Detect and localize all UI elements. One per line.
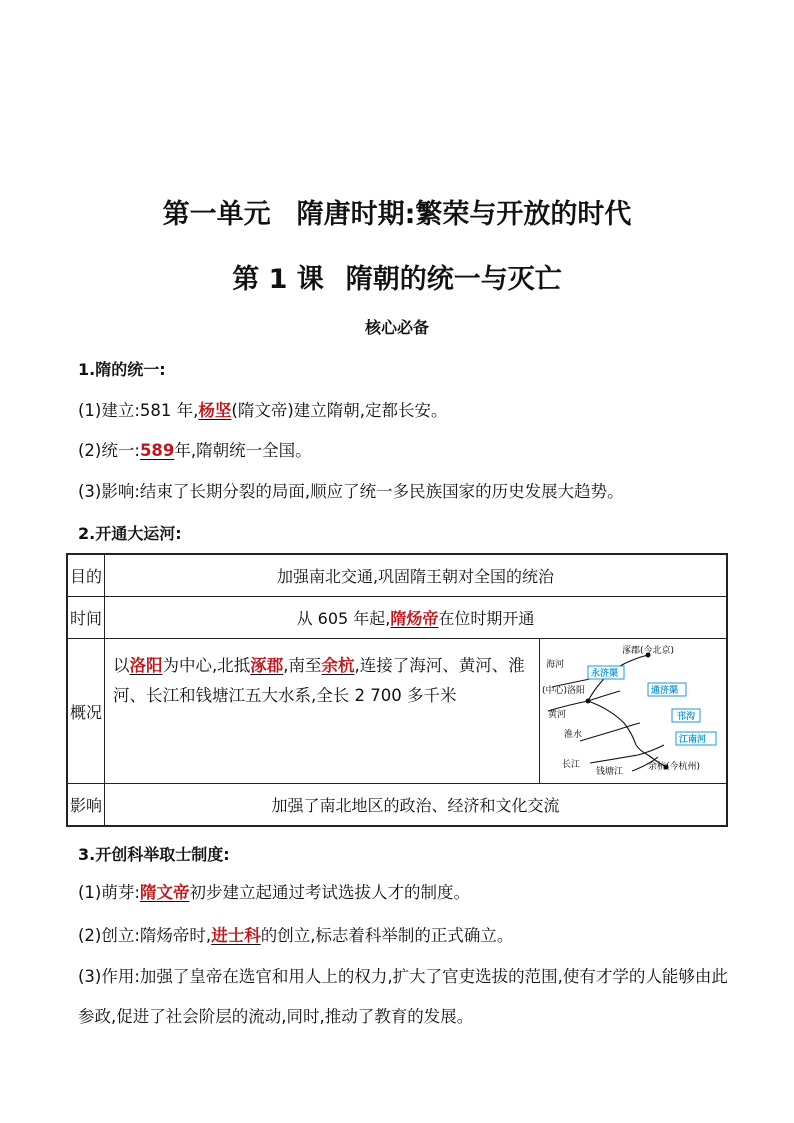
- value-time: 从 605 年起,隋炀帝在位时期开通: [105, 597, 728, 639]
- lesson-title: 第 1 课 隋朝的统一与灭亡: [232, 264, 562, 295]
- table-row: [67, 597, 727, 639]
- map-label-yongji: 永济渠: [591, 669, 619, 679]
- label-overview: 概况: [67, 639, 105, 784]
- value-impact: 加强了南北地区的政治、经济和文化交流: [105, 784, 728, 827]
- label-impact: 影响: [67, 784, 105, 827]
- para-keju-effect: (3)作用:加强了皇帝在选官和用人上的权力,扩大了官吏选拔的范围,使有才学的人能够由此参政,促进了社会阶层的流动,同时,推动了教育的发展。: [78, 967, 728, 1026]
- para-impact: (3)影响:结束了长期分裂的局面,顺应了统一多民族国家的历史发展大趋势。: [78, 482, 624, 501]
- map-label-luoyang: (中心)洛阳: [542, 686, 586, 696]
- canal-table: [66, 553, 728, 827]
- canal-tongji: [588, 701, 636, 745]
- answer-suiwendi: 隋文帝: [139, 883, 190, 902]
- map-label-yuhang: 余杭(今杭州): [648, 762, 701, 772]
- answer-589: 589: [139, 441, 175, 460]
- canal-map: [540, 639, 726, 779]
- answer-luoyang: 洛阳: [129, 656, 163, 675]
- answer-jinshike: 进士科: [211, 926, 261, 945]
- heading-unification: 1.隋的统一:: [78, 360, 166, 379]
- map-label-qiantang: 钱塘江: [596, 767, 624, 777]
- river-huaishui: [580, 723, 640, 741]
- label-purpose: 目的: [67, 554, 105, 597]
- table-row: [67, 784, 727, 827]
- heading-canal: 2.开通大运河:: [78, 524, 182, 543]
- map-label-huaishui: 淮水: [564, 730, 583, 740]
- para-founding: (1)建立:581 年,杨坚(隋文帝)建立隋朝,定都长安。: [78, 401, 448, 420]
- para-keju-founding: (2)创立:隋炀帝时,进士科的创立,标志着科举制的正式确立。: [78, 926, 514, 945]
- answer-suiyangdi: 隋炀帝: [390, 609, 439, 628]
- table-row: [67, 554, 727, 597]
- canal-map-cell: [540, 639, 728, 784]
- section-title: 核心必备: [364, 318, 429, 337]
- map-label-huanghe: 黄河: [548, 710, 567, 720]
- para-keju-origin: (1)萌芽:隋文帝初步建立起通过考试选拔人才的制度。: [78, 883, 470, 902]
- value-overview: 以洛阳为中心,北抵涿郡,南至余杭,连接了海河、黄河、淮河、长江和钱塘江五大水系,全长 2 700 多千米: [105, 639, 540, 784]
- answer-yangjian: 杨坚: [198, 401, 232, 420]
- city-luoyang-icon: [586, 699, 591, 704]
- map-label-hangou: 邗沟: [677, 712, 696, 722]
- answer-zhuojun: 涿郡: [250, 656, 284, 675]
- para-unify: (2)统一:589年,隋朝统一全国。: [78, 441, 312, 460]
- heading-keju: 3.开创科举取士制度:: [78, 845, 230, 864]
- map-label-jiangnan: 江南河: [679, 735, 707, 745]
- label-time: 时间: [67, 597, 105, 639]
- answer-yuhang: 余杭: [321, 656, 355, 675]
- unit-title: 第一单元 隋唐时期:繁荣与开放的时代: [162, 199, 632, 230]
- map-label-haihe: 海河: [546, 660, 565, 670]
- map-label-tongji: 通济渠: [651, 686, 679, 696]
- table-row: [67, 639, 727, 784]
- map-label-changjiang: 长江: [562, 760, 581, 770]
- map-label-zhuojun: 涿郡(今北京): [622, 646, 675, 656]
- value-purpose: 加强南北交通,巩固隋王朝对全国的统治: [105, 554, 728, 597]
